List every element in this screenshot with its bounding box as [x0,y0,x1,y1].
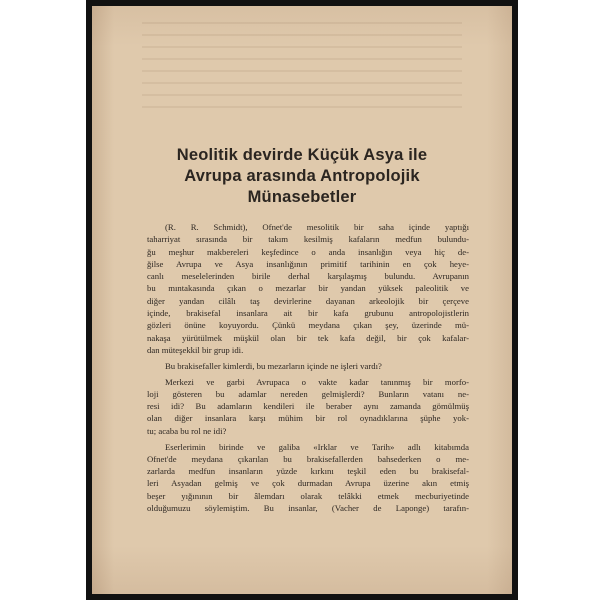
text-line: (R. R. Schmidt), Ofnet'de mesolitik bir saha içinde yaptığı [165,222,469,232]
text-line: Eserlerimin birinde ve galiba «Irklar ve Tarih» adlı kitabımda [165,441,469,452]
body-text [147,221,469,514]
chapter-title-line: Münasebetler [247,188,357,206]
text-line: dan müteşekkil bir grup idi. [147,344,244,355]
text-line: Ofnet'de meydana çıkarılan bu brakisefallerden bahsederken o me- [147,453,469,464]
paragraph [147,221,469,356]
text-line: nakaşa yürütülmek müşkül olan bir tek kafa değil, bir çok kafalar- [147,332,469,343]
text-line: gözleri önüne koyuyordu. Çünkü meydana çıkan şey, üzerinde mü- [147,320,469,331]
text-line: resi idi? Bu adamların kendileri ile beraber aynı zamanda gömülmüş [147,401,469,412]
text-line: Bu brakisefaller kimlerdi, bu mezarların içinde ne işleri vardı? [165,360,382,371]
book-page [92,6,512,594]
text-line: taharriyat sırasında bir takım kesilmiş kafaların medfun bulundu- [147,234,469,245]
text-line: zarlarda medfun insanların yüzde kırkını teşkil eden bu brakisefal- [147,466,469,477]
text-line: içinde, brakisefal insanlara ait bir kafa grubunu antropolojistlerin [147,308,469,319]
text-line: loji gösteren bu adamlar nereden gelmişlerdi? Bunların vatanı ne- [147,388,469,399]
chapter-title-line: Neolitik devirde Küçük Asya ile [176,146,428,164]
text-line: leri Asyadan gelmiş ve çok durmadan Avrupa üzerine akın etmiş [147,478,469,489]
paragraph [147,376,469,437]
text-line: ğilse Avrupa ve Asya insanlığının primitif tarihinin en çok heye- [147,258,469,269]
chapter-title [92,145,512,208]
text-line: Merkezi ve garbi Avrupaca o vakte kadar tanınmış bir morfo- [165,376,469,387]
text-line: bu mıntakasında çıkan o mezarlar bir yandan yüksek paleolitik ve [147,283,469,294]
text-line: olan diğer insanlara karşı mühim bir rol oynadıklarına şüphe yok- [147,413,469,424]
text-line: beşer yığınının bir âlemdarı olarak telâkki etmek mecburiyetinde [147,490,469,501]
bleed-through-text [102,12,502,132]
text-line: ğu meşhur makbereleri keşfedince o anda insanlığın veya hiç de- [147,246,469,257]
text-line: diğer yandan cilâlı taş devirlerine dayanan arkeolojik bir çerçeve [147,295,469,306]
text-line: canlı meselelerinden birile derhal karşılaşmış bulundu. Avrupanın [147,271,469,282]
chapter-title-line: Avrupa arasında Antropolojik [184,167,420,185]
paragraph [147,441,469,515]
text-line: olduğumuzu söylemiştim. Bu insanlar, (Vacher de Laponge) tarafın- [147,503,469,514]
text-line: tu; acaba bu rol ne idi? [147,425,227,436]
paragraph [147,360,469,372]
